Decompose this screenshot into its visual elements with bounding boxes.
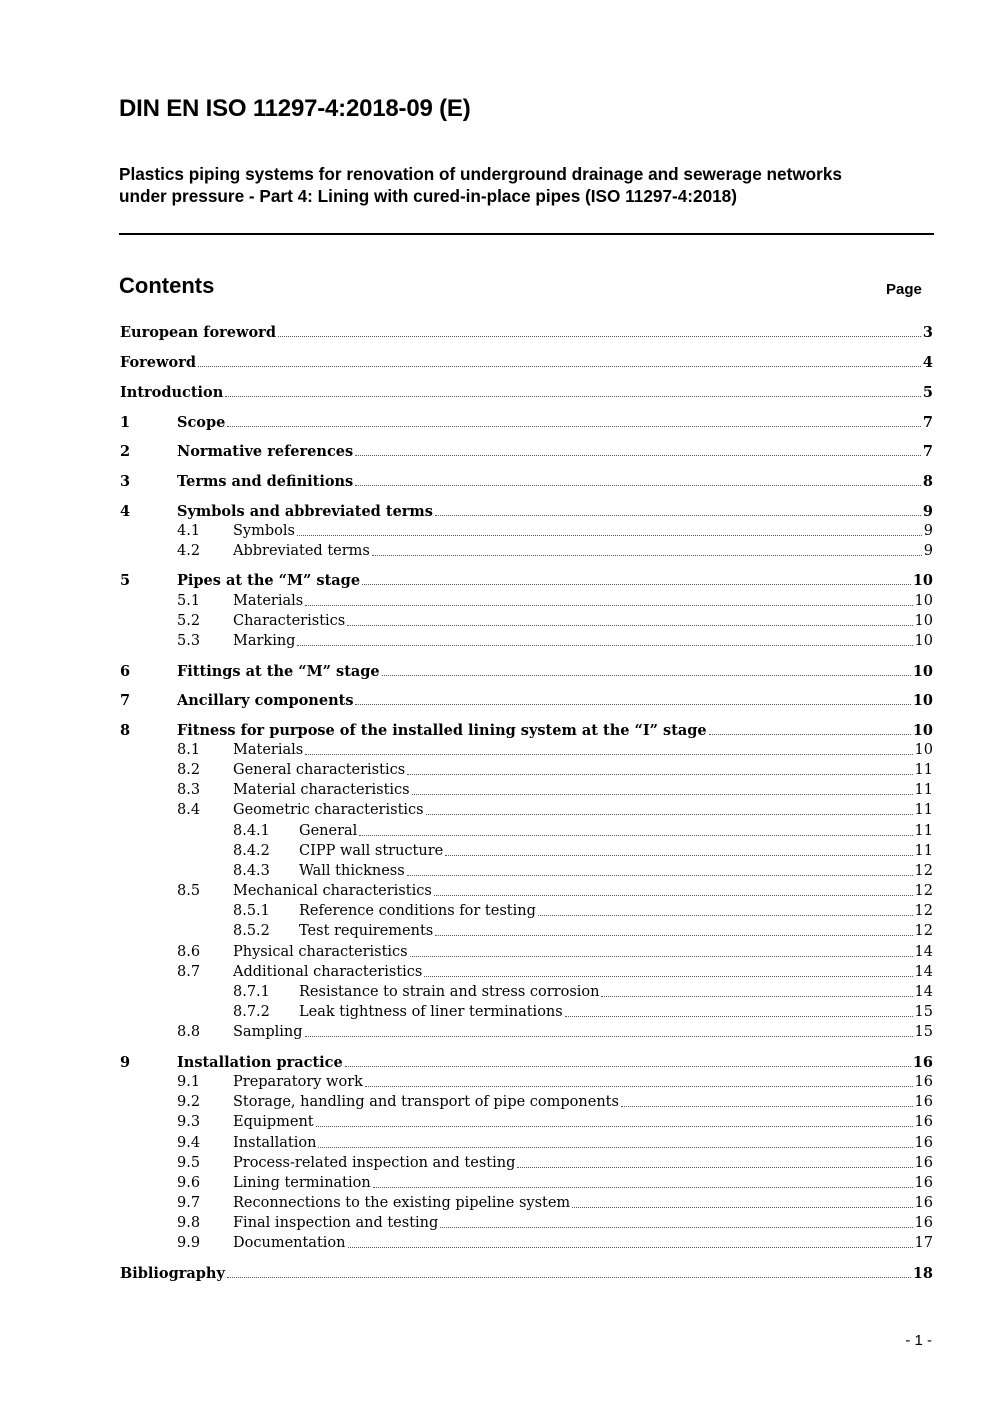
toc-entry-page: 9 <box>922 503 933 520</box>
toc-entry[interactable] <box>177 1111 933 1131</box>
toc-entry-page: 8 <box>922 473 933 490</box>
toc-entry[interactable] <box>233 860 933 880</box>
toc-entry-page: 16 <box>914 1155 933 1171</box>
toc-entry-title: Materials <box>233 593 304 609</box>
toc-entry-title: Installation practice <box>177 1054 343 1071</box>
toc-entry[interactable] <box>233 981 933 1001</box>
toc-dot-leader <box>225 396 921 397</box>
toc-entry-title: Reconnections to the existing pipeline system <box>233 1195 571 1211</box>
toc-dot-leader <box>572 1207 912 1208</box>
toc-dot-leader <box>709 734 911 735</box>
toc-entry-number: 9.6 <box>177 1175 201 1191</box>
toc-entry-title: Scope <box>177 414 226 431</box>
toc-entry-title: Physical characteristics <box>233 944 408 960</box>
toc-entry-title: Symbols and abbreviated terms <box>177 503 433 520</box>
toc-dot-leader <box>424 976 912 977</box>
toc-entry[interactable] <box>177 1192 933 1212</box>
toc-entry-number: 9.2 <box>177 1094 201 1110</box>
toc-entry-title: Material characteristics <box>233 782 410 798</box>
toc-entry[interactable] <box>177 1091 933 1111</box>
toc-entry[interactable] <box>233 920 933 940</box>
toc-entry-title: Test requirements <box>299 923 434 939</box>
toc-entry-title: Sampling <box>233 1024 303 1040</box>
toc-entry-page: 16 <box>914 1074 933 1090</box>
toc-entry-number: 3 <box>120 473 131 490</box>
toc-entry-page: 16 <box>914 1215 933 1231</box>
toc-entry-number: 9.5 <box>177 1155 201 1171</box>
toc-dot-leader <box>297 645 912 646</box>
toc-entry-page: 10 <box>914 613 933 629</box>
toc-dot-leader <box>435 515 921 516</box>
toc-entry-title: Storage, handling and transport of pipe components <box>233 1094 619 1110</box>
toc-entry-number: 8.8 <box>177 1024 201 1040</box>
toc-entry[interactable] <box>233 1001 933 1021</box>
toc-entry-number: 4.2 <box>177 543 201 559</box>
toc-dot-leader <box>305 1036 913 1037</box>
title-divider <box>119 233 934 235</box>
toc-entry[interactable] <box>120 321 933 341</box>
toc-dot-leader <box>355 455 921 456</box>
toc-dot-leader <box>355 485 921 486</box>
toc-entry[interactable] <box>120 351 933 371</box>
toc-entry-title: Leak tightness of liner terminations <box>299 1004 563 1020</box>
toc-entry-number: 8.2 <box>177 762 201 778</box>
toc-dot-leader <box>227 426 921 427</box>
toc-entry-number: 5 <box>120 572 131 589</box>
toc-entry-number: 8 <box>120 722 131 739</box>
toc-entry-page: 16 <box>914 1114 933 1130</box>
toc-dot-leader <box>227 1277 911 1278</box>
toc-dot-leader <box>316 1126 913 1127</box>
toc-entry[interactable] <box>233 840 933 860</box>
toc-entry[interactable] <box>177 759 933 779</box>
toc-entry-page: 11 <box>914 802 933 818</box>
toc-entry[interactable] <box>177 1071 933 1091</box>
toc-entry[interactable] <box>233 820 933 840</box>
toc-dot-leader <box>362 584 911 585</box>
toc-entry[interactable] <box>177 540 933 560</box>
toc-dot-leader <box>365 1086 913 1087</box>
toc-entry-number: 8.5.2 <box>233 923 270 939</box>
toc-entry-page: 10 <box>914 593 933 609</box>
toc-dot-leader <box>435 935 912 936</box>
toc-entry-page: 11 <box>914 823 933 839</box>
toc-entry[interactable] <box>120 719 933 739</box>
toc-dot-leader <box>621 1106 913 1107</box>
toc-dot-leader <box>445 855 912 856</box>
toc-entry-page: 4 <box>922 354 933 371</box>
toc-entry-title: Additional characteristics <box>233 964 423 980</box>
toc-entry-number: 8.6 <box>177 944 201 960</box>
toc-entry-page: 10 <box>912 692 933 709</box>
toc-dot-leader <box>345 1066 911 1067</box>
toc-entry-page: 11 <box>914 843 933 859</box>
toc-entry-title: General characteristics <box>233 762 406 778</box>
toc-entry-page: 11 <box>914 762 933 778</box>
toc-entry-title: Bibliography <box>120 1265 225 1282</box>
toc-entry-number: 8.4.3 <box>233 863 270 879</box>
toc-entry-number: 1 <box>120 414 131 431</box>
toc-entry-title: Installation <box>233 1135 317 1151</box>
toc-entry-title: Preparatory work <box>233 1074 363 1090</box>
toc-entry-title: Fittings at the “M” stage <box>177 663 380 680</box>
toc-entry-title: Final inspection and testing <box>233 1215 439 1231</box>
toc-dot-leader <box>426 814 913 815</box>
toc-entry-number: 9.3 <box>177 1114 201 1130</box>
toc-entry-title: Normative references <box>177 443 354 460</box>
toc-entry-page: 14 <box>914 964 933 980</box>
toc-entry-title: Documentation <box>233 1235 346 1251</box>
toc-entry[interactable] <box>177 1172 933 1192</box>
toc-entry-title: Equipment <box>233 1114 314 1130</box>
toc-entry-page: 16 <box>912 1054 933 1071</box>
toc-entry[interactable] <box>177 610 933 630</box>
toc-dot-leader <box>297 535 922 536</box>
toc-entry-number: 9.9 <box>177 1235 201 1251</box>
toc-entry-number: 4 <box>120 503 131 520</box>
toc-entry-page: 12 <box>914 923 933 939</box>
toc-entry-number: 8.3 <box>177 782 201 798</box>
toc-entry[interactable] <box>177 630 933 650</box>
toc-entry-page: 10 <box>912 663 933 680</box>
toc-entry-number: 7 <box>120 692 131 709</box>
toc-dot-leader <box>538 915 913 916</box>
toc-entry-number: 8.7.1 <box>233 984 270 1000</box>
toc-entry-number: 8.7.2 <box>233 1004 270 1020</box>
toc-entry-page: 12 <box>914 863 933 879</box>
toc-dot-leader <box>278 336 921 337</box>
toc-entry[interactable] <box>120 1051 933 1071</box>
toc-dot-leader <box>440 1227 912 1228</box>
toc-entry[interactable] <box>177 1232 933 1252</box>
toc-entry-number: 9.8 <box>177 1215 201 1231</box>
toc-entry-page: 17 <box>914 1235 933 1251</box>
toc-entry[interactable] <box>177 739 933 759</box>
toc-dot-leader <box>407 774 912 775</box>
toc-dot-leader <box>517 1167 912 1168</box>
toc-entry[interactable] <box>120 1262 933 1282</box>
toc-entry-title: Introduction <box>120 384 224 401</box>
toc-entry-page: 3 <box>922 324 933 341</box>
toc-entry[interactable] <box>120 500 933 520</box>
toc-entry-title: Wall thickness <box>299 863 405 879</box>
toc-entry-number: 5.2 <box>177 613 201 629</box>
toc-entry-number: 4.1 <box>177 523 201 539</box>
toc-entry-title: Foreword <box>120 354 196 371</box>
page-number: - 1 - <box>905 1332 932 1349</box>
toc-entry-title: Reference conditions for testing <box>299 903 536 919</box>
toc-entry[interactable] <box>177 520 933 540</box>
toc-entry-page: 5 <box>922 384 933 401</box>
toc-dot-leader <box>407 875 913 876</box>
toc-dot-leader <box>198 366 921 367</box>
toc-entry-title: Process-related inspection and testing <box>233 1155 516 1171</box>
toc-dot-leader <box>410 956 913 957</box>
toc-entry[interactable] <box>177 880 933 900</box>
toc-dot-leader <box>348 1247 913 1248</box>
toc-entry-page: 10 <box>912 722 933 739</box>
toc-entry-title: Ancillary components <box>177 692 354 709</box>
toc-dot-leader <box>382 675 911 676</box>
toc-dot-leader <box>305 754 912 755</box>
toc-entry-page: 12 <box>914 903 933 919</box>
toc-entry-number: 9.1 <box>177 1074 201 1090</box>
toc-entry[interactable] <box>120 689 933 709</box>
toc-entry-page: 16 <box>914 1175 933 1191</box>
toc-entry-page: 9 <box>923 523 933 539</box>
toc-entry[interactable] <box>177 941 933 961</box>
toc-entry-number: 9.7 <box>177 1195 201 1211</box>
toc-entry-title: Symbols <box>233 523 295 539</box>
toc-entry-number: 5.3 <box>177 633 201 649</box>
toc-entry-number: 8.7 <box>177 964 201 980</box>
toc-entry-title: Mechanical characteristics <box>233 883 432 899</box>
toc-entry-title: General <box>299 823 358 839</box>
toc-entry-number: 9 <box>120 1054 131 1071</box>
toc-dot-leader <box>434 895 913 896</box>
toc-entry-number: 6 <box>120 663 131 680</box>
toc-entry-title: Marking <box>233 633 296 649</box>
toc-entry-page: 16 <box>914 1195 933 1211</box>
toc-entry[interactable] <box>177 1021 933 1041</box>
toc-dot-leader <box>355 704 910 705</box>
toc-entry[interactable] <box>177 799 933 819</box>
toc-entry-number: 8.5.1 <box>233 903 270 919</box>
toc-entry[interactable] <box>177 1132 933 1152</box>
toc-entry-title: Terms and definitions <box>177 473 354 490</box>
toc-dot-leader <box>359 835 912 836</box>
toc-entry-page: 10 <box>912 572 933 589</box>
toc-entry-title: Pipes at the “M” stage <box>177 572 361 589</box>
toc-entry-title: Resistance to strain and stress corrosion <box>299 984 600 1000</box>
toc-entry[interactable] <box>120 440 933 460</box>
toc-entry-number: 8.1 <box>177 742 201 758</box>
contents-heading: Contents <box>119 273 215 298</box>
toc-entry[interactable] <box>120 381 933 401</box>
toc-entry[interactable] <box>120 470 933 490</box>
toc-dot-leader <box>373 1187 913 1188</box>
toc-dot-leader <box>305 605 912 606</box>
toc-dot-leader <box>347 625 912 626</box>
page-column-heading: Page <box>886 281 922 298</box>
toc-entry-page: 7 <box>922 414 933 431</box>
toc-dot-leader <box>601 996 912 997</box>
toc-entry-title: Fitness for purpose of the installed lining system at the “I” stage <box>177 722 707 739</box>
toc-entry[interactable] <box>177 1212 933 1232</box>
toc-entry-page: 18 <box>912 1265 933 1282</box>
toc-entry-number: 8.5 <box>177 883 201 899</box>
toc-entry-page: 16 <box>914 1094 933 1110</box>
toc-entry[interactable] <box>177 590 933 610</box>
toc-entry-page: 10 <box>914 633 933 649</box>
toc-entry-title: Lining termination <box>233 1175 371 1191</box>
toc-entry-number: 8.4.1 <box>233 823 270 839</box>
toc-entry-page: 10 <box>914 742 933 758</box>
document-id: DIN EN ISO 11297-4:2018-09 (E) <box>119 95 471 122</box>
toc-entry-page: 15 <box>914 1004 933 1020</box>
toc-entry-number: 9.4 <box>177 1135 201 1151</box>
toc-dot-leader <box>372 555 922 556</box>
toc-entry-title: CIPP wall structure <box>299 843 444 859</box>
toc-entry-title: Geometric characteristics <box>233 802 424 818</box>
toc-entry-title: Abbreviated terms <box>233 543 370 559</box>
toc-entry-page: 11 <box>914 782 933 798</box>
toc-entry[interactable] <box>120 569 933 589</box>
toc-entry-page: 14 <box>914 984 933 1000</box>
toc-entry-page: 12 <box>914 883 933 899</box>
toc-entry[interactable] <box>177 1152 933 1172</box>
toc-entry-title: Materials <box>233 742 304 758</box>
toc-entry-page: 7 <box>922 443 933 460</box>
toc-entry-page: 14 <box>914 944 933 960</box>
toc-entry-page: 16 <box>914 1135 933 1151</box>
toc-dot-leader <box>318 1147 912 1148</box>
toc-entry-title: Characteristics <box>233 613 346 629</box>
toc-dot-leader <box>412 794 913 795</box>
document-title: Plastics piping systems for renovation of underground drainage and sewerage networks under pressure - Part 4: Lining with cured-in-place pipes (ISO 11297-4:2018) <box>119 164 842 206</box>
toc-entry-number: 2 <box>120 443 131 460</box>
toc-entry-number: 5.1 <box>177 593 201 609</box>
toc-entry-number: 8.4.2 <box>233 843 270 859</box>
toc-entry-page: 9 <box>923 543 933 559</box>
toc-entry-number: 8.4 <box>177 802 201 818</box>
toc-entry[interactable] <box>233 900 933 920</box>
toc-entry-title: European foreword <box>120 324 276 341</box>
toc-dot-leader <box>565 1016 913 1017</box>
toc-entry-page: 15 <box>914 1024 933 1040</box>
toc-entry[interactable] <box>120 660 933 680</box>
toc-entry[interactable] <box>120 411 933 431</box>
toc-entry[interactable] <box>177 961 933 981</box>
toc-entry[interactable] <box>177 779 933 799</box>
